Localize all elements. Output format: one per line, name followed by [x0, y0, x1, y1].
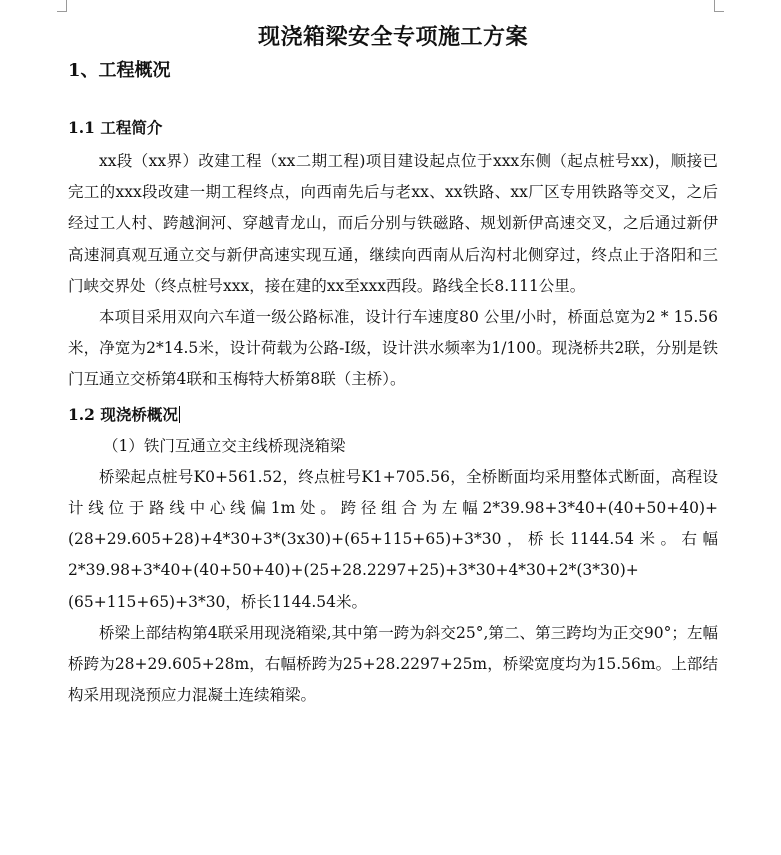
text-cursor — [179, 406, 180, 423]
crop-mark-top-right-horizontal — [714, 11, 724, 12]
subsection-heading-project-intro: 1.1 工程简介 — [68, 118, 163, 137]
subsection-heading-text: 1.2 现浇桥概况 — [68, 404, 178, 424]
paragraph-bridge-structure: 桥梁上部结构第4联采用现浇箱梁,其中第一跨为斜交25°,第二、第三跨均为正交90°；左幅桥跨为28+29.605+28m，右幅桥跨为25+28.2297+25m，桥梁宽度均为15.56m。上部结构采用现浇预应力混凝土连续箱梁。 — [68, 623, 718, 705]
section-heading-project-overview: 1、工程概况 — [68, 60, 171, 81]
list-item-bridge: （1）铁门互通立交主线桥现浇箱梁 — [103, 436, 346, 455]
paragraph-project-location: xx段（xx界）改建工程（xx二期工程)项目建设起点位于xxx东侧（起点桩号xx)，顺接已完工的xxx段改建一期工程终点，向西南先后与老xx、xx铁路、xx厂区专用铁路等交叉，之后经过工人村、跨越涧河、穿越青龙山，而后分别与铁磁路、规划新伊高速交叉，之后通过新伊高速洞真观互通立交与新伊高速实现互通，继续向西南从后沟村北侧穿过，终点止于洛阳和三门峡交界处（终点桩号xxx，接在建的xx至xxx西段。路线全长8.111公里。 — [68, 152, 718, 295]
document-title: 现浇箱梁安全专项施工方案 — [257, 24, 528, 50]
crop-mark-top-left-horizontal — [57, 11, 67, 12]
document-body[interactable] — [68, 20, 718, 711]
paragraph-bridge-span: 桥梁起点桩号K0+561.52，终点桩号K1+705.56，全桥断面均采用整体式断面，高程设计线位于路线中心线偏1m处。跨径组合为左幅2*39.98+3*40+(40+50+40)+(28+29.605+28)+4*30+3*(3x30)+(65+115+65)+3*30，桥长1144.54米。右幅2*39.98+3*40+(40+50+40)+(25+28.2297+25)+3*30+4*30+2*(3*30)+(65+115+65)+3*30，桥长1144.54米。 — [68, 467, 718, 611]
subsection-heading-cast-bridge-overview — [68, 400, 718, 430]
paragraph-project-standard: 本项目采用双向六车道一级公路标准，设计行车速度80 公里/小时，桥面总宽为2 * 15.56米，净宽为2*14.5米，设计荷载为公路-I级，设计洪水频率为1/100。现浇桥共2联，分别是铁门互通立交桥第4联和玉梅特大桥第8联（主桥）。 — [68, 308, 718, 389]
